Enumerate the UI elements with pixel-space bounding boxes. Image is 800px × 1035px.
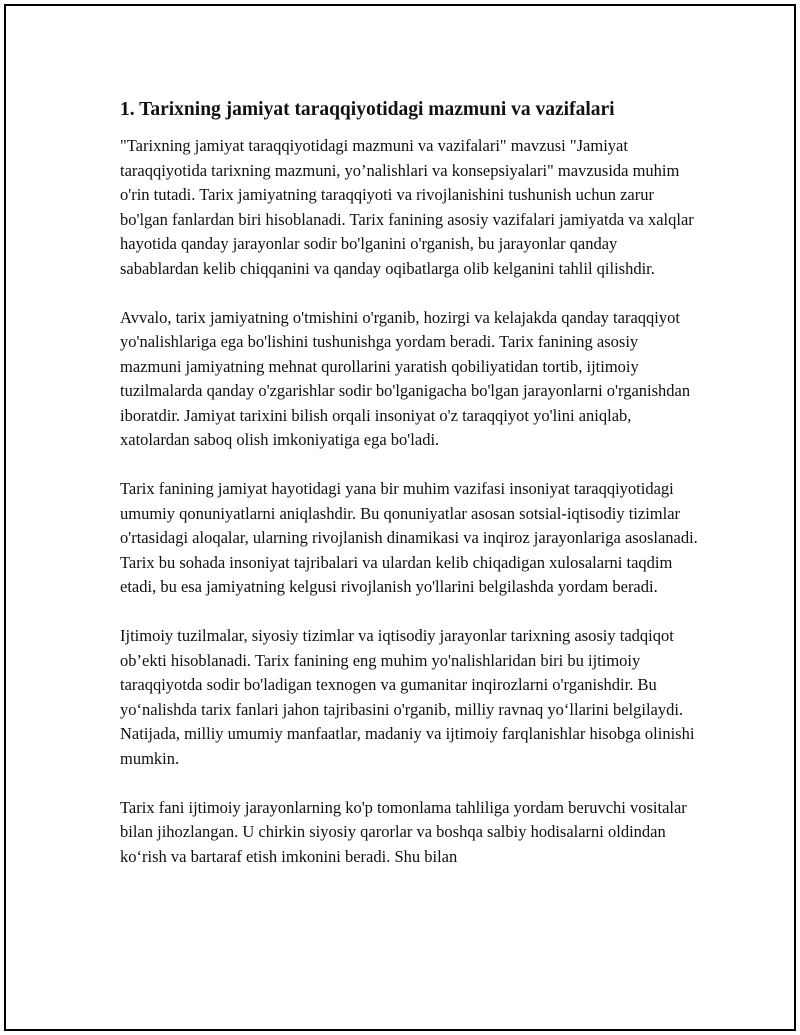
paragraph-5: Tarix fani ijtimoiy jarayonlarning ko'p tomonlama tahliliga yordam beruvchi vositalar bilan jihozlangan. U chirkin siyosiy qarorlar va boshqa salbiy hodisalarni oldindan ko‘rish va bartaraf etish imkonini beradi. Shu bilan <box>120 797 687 866</box>
paragraph-4: Ijtimoiy tuzilmalar, siyosiy tizimlar va iqtisodiy jarayonlar tarixning asosiy tadqiqot ob’ekti hisoblanadi. Tarix fanining eng muhim yo'nalishlaridan biri bu ijtimoiy taraqqiyotda sodir bo'ladigan texnogen va gumanitar inqirozlarni o'rganishdir. Bu yo‘nalishda tarix fanlari jahon tajribasini o'rganib, milliy ravnaq yo‘llarini belgilaydi. Natijada, milliy umumiy manfaatlar, madaniy va ijtimoiy farqlanishlar hisobga olinishi mumkin. <box>120 626 695 768</box>
document-body <box>120 98 700 894</box>
paragraph-2: Avvalo, tarix jamiyatning o'tmishini o'rganib, hozirgi va kelajakda qanday taraqqiyot yo'nalishlariga ega bo'lishini tushunishga yordam beradi. Tarix fanining asosiy mazmuni jamiyatning mehnat qurollarini yaratish qobiliyatidan tortib, ijtimoiy tuzilmalarda qanday o'zgarishlar sodir bo'lganigacha bo'lgan jarayonlarni o'rganishdan iboratdir. Jamiyat tarixini bilish orqali insoniyat o'z taraqqiyot yo'lini aniqlab, xatolardan saboq olish imkoniyatiga ega bo'ladi. <box>120 307 691 449</box>
paragraph-1: "Tarixning jamiyat taraqqiyotidagi mazmuni va vazifalari" mavzusi "Jamiyat taraqqiyotida tarixning mazmuni, yo’nalishlari va konsepsiyalari" mavzusida muhim o'rin tutadi. Tarix jamiyatning taraqqiyoti va rivojlanishini tushunish uchun zarur bo'lgan fanlardan biri hisoblanadi. Tarix fanining asosiy vazifalari jamiyatda va xalqlar hayotida qanday jarayonlar sodir bo'lganini o'rganish, bu jarayonlar qanday sabablardan kelib chiqqanini va qanday oqibatlarga olib kelganini tahlil qilishdir. <box>120 136 694 278</box>
page-frame <box>4 4 796 1031</box>
section-heading: 1. Tarixning jamiyat taraqqiyotidagi mazmuni va vazifalari <box>120 99 615 120</box>
paragraph-3: Tarix fanining jamiyat hayotidagi yana bir muhim vazifasi insoniyat taraqqiyotidagi umumiy qonuniyatlarni aniqlashdir. Bu qonuniyatlar asosan sotsial-iqtisodiy tizimlar o'rtasidagi aloqalar, ularning rivojlanish dinamikasi va inqiroz jarayonlariga asoslanadi. Tarix bu sohada insoniyat tajribalari va ulardan kelib chiqadigan xulosalarni taqdim etadi, bu esa jamiyatning kelgusi rivojlanish yo'llarini belgilashda yordam beradi. <box>120 479 698 596</box>
